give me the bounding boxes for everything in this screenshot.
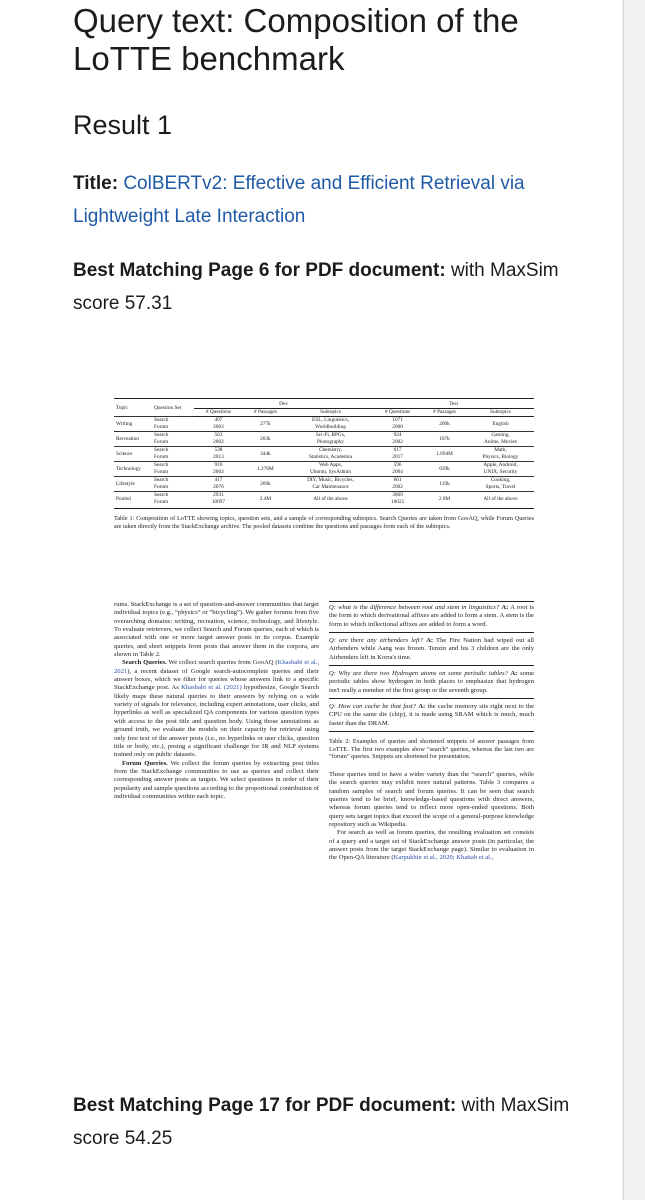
table-cell-test-q: 617 2017 <box>373 447 422 462</box>
table-cell-test-p: 167k <box>422 432 467 447</box>
title-label: Title: <box>73 173 119 194</box>
match2-row <box>73 1089 593 1155</box>
th-topic: Topic <box>114 399 152 417</box>
table-cell-test-sub: English <box>467 417 534 432</box>
table2-caption: Table 2: Examples of queries and shortened snippets of answer passages from LoTTE. The first two examples show “search” queries, whereas the last two are “forum” queries. Snippets are shortened for presentation. <box>329 738 534 761</box>
th-dev: Dev <box>194 399 373 409</box>
right-para-2 <box>329 829 534 862</box>
table-cell-sets: Search Forum <box>152 432 194 447</box>
table-row <box>114 432 534 447</box>
table-cell-test-sub: Math, Physics, Biology <box>467 447 534 462</box>
table-cell-dev-p: 344k <box>243 447 288 462</box>
th-test-passages: # Passages <box>422 409 467 417</box>
table-row <box>114 462 534 477</box>
q1-question: Q: what is the difference between root and stem in linguistics? <box>329 604 500 611</box>
table-row <box>114 447 534 462</box>
left-para-1: rums. StackExchange is a set of question-and-answer communities that target individual topics (e.g., “physics” or “bicycling”). We gather forums from five overarching domains: writing, recreation, science, technology, and lifestyle. To evaluate retrievers, we collect Search and Forum queries, each of which is associated with one or more target answer posts in its corpus. Example queries, and short snippets from posts that answer them in the corpora, are shown in Table 2. <box>114 601 319 659</box>
th-dev-passages: # Passages <box>243 409 288 417</box>
table-cell-dev-p: 1.276M <box>243 462 288 477</box>
q4-a-label: A: <box>418 703 426 711</box>
table-cell-test-q: 924 2002 <box>373 432 422 447</box>
left-para-2a: We collect search queries from GooAQ ( <box>168 659 278 667</box>
query-heading: Query text: Composition of the LoTTE benchmark <box>73 2 519 77</box>
table-cell-dev-sub: Chemistry, Statistics, Academia <box>288 447 373 462</box>
table-cell-dev-sub: Sci-Fi, RPGs, Photography <box>288 432 373 447</box>
table-cell-test-q: 3869 10025 <box>373 492 422 509</box>
left-para-2b: ), a recent dataset of Google search-autocomplete queries and their answer boxes, which we filter for queries whose answers link to a specific StackExchange post. As <box>114 667 319 692</box>
table-row <box>114 477 534 492</box>
table-cell-dev-p: 269k <box>243 477 288 492</box>
right-para-1: These queries tend to have a wider variety than the “search” queries, while the search queries may exhibit more natural patterns. Table 3 compares a random samples of search and forum queries. It can be seen that search queries tend to be brief, knowledge-based questions with direct answers, whereas forum queries tend to reflect more open-ended questions. Both query sets target topics that exceed the scope of a general-purpose knowledge repository such as Wikipedia. <box>329 770 534 828</box>
table-cell-sets: Search Forum <box>152 462 194 477</box>
table-cell-test-p: 119k <box>422 477 467 492</box>
lotte-table <box>114 398 534 509</box>
table-cell-test-p: 639k <box>422 462 467 477</box>
q1-answer: A root is the form to which derivational affixes are added to form a stem. A stem is the form to which inflectional affixes are added to form a word. <box>329 604 534 628</box>
title-row <box>73 167 593 233</box>
table-cell-sets: Search Forum <box>152 417 194 432</box>
table-cell-dev-q: 563 2002 <box>194 432 243 447</box>
table-body <box>114 417 534 509</box>
th-qset: Question Set <box>152 399 194 417</box>
cite-karpukhin[interactable]: Karpukhin et al., 2020; Khattab et al., <box>393 854 494 862</box>
page-divider <box>623 0 624 1200</box>
q2-question: Q: are there any airbenders left? <box>329 637 424 645</box>
match1-row <box>73 254 593 320</box>
match2-score: with MaxSim score 54.25 <box>73 1095 570 1149</box>
table-cell-test-q: 661 2002 <box>373 477 422 492</box>
cite-khashabi-1[interactable]: Khashabi et al., 2021 <box>114 659 319 675</box>
result-heading-wrap <box>73 110 593 141</box>
table-cell-dev-q: 538 2013 <box>194 447 243 462</box>
q4-answer: the cache memory sits right next to the CPU on the same die (chip), it is made using SRAM which is much, much faster than the DRAM. <box>329 703 535 727</box>
match1-label: Best Matching Page 6 for PDF document: <box>73 260 446 281</box>
table-cell-topic: Writing <box>114 417 152 432</box>
example-query-2 <box>329 637 534 666</box>
q3-a-label: A: <box>510 670 518 678</box>
example-query-3 <box>329 670 534 699</box>
table-cell-dev-q: 417 2076 <box>194 477 243 492</box>
table-cell-test-q: 596 2004 <box>373 462 422 477</box>
table-cell-topic: Science <box>114 447 152 462</box>
table-cell-test-sub: Apple, Android, UNIX, Security <box>467 462 534 477</box>
table-cell-dev-p: 2.4M <box>243 492 288 509</box>
q3-answer: some periodic tables show hydrogen in both places to emphasize that hydrogen isn't really a member of the first group or the seventh group. <box>329 670 535 694</box>
th-dev-subtopics: Subtopics <box>288 409 373 417</box>
left-para-3 <box>114 760 319 802</box>
table-cell-topic: Pooled <box>114 492 152 509</box>
table-cell-topic: Technology <box>114 462 152 477</box>
table-cell-sets: Search Forum <box>152 492 194 509</box>
table-cell-dev-sub: All of the above <box>288 492 373 509</box>
left-column <box>114 601 319 801</box>
table-cell-topic: Lifestyle <box>114 477 152 492</box>
table-cell-dev-q: 497 2003 <box>194 417 243 432</box>
left-para-2c: hypothesize, Google Search likely maps these natural queries to their answers by relying on a wide variety of signals for relevance, including expert annotations, user clicks, and hyperlinks as well as specialized QA components for various question types with access to the post title and question body. Using those annotations as ground truth, we evaluate the models on their capacity for retrieval using only free text of the answer posts (i.e., no hyperlinks or user clicks, question title or body, etc.), posing a significant challenge for IR and NLP systems trained only on public datasets. <box>114 684 319 759</box>
example-query-1 <box>329 601 534 633</box>
forum-queries-heading: Forum Queries. <box>122 759 168 767</box>
table-cell-test-p: 200k <box>422 417 467 432</box>
table-cell-test-p: 1.694M <box>422 447 467 462</box>
table-cell-dev-sub: DIY, Music, Bicycles, Car Maintenance <box>288 477 373 492</box>
th-test-questions: # Questions <box>373 409 422 417</box>
q2-answer: The Fire Nation had wiped out all Airbenders while Aang was frozen. Tenzin and his 3 children are the only Airbenders left in Korra's time. <box>329 637 534 661</box>
q2-a-label: A: <box>426 637 434 645</box>
table-cell-dev-sub: Web Apps, Ubuntu, SysAdmin <box>288 462 373 477</box>
match1-score: with MaxSim score 57.31 <box>73 260 559 314</box>
cite-khashabi-2[interactable]: Khashabi et al. (2021) <box>181 684 242 692</box>
query-heading-wrap <box>73 2 593 78</box>
table-cell-dev-p: 277k <box>243 417 288 432</box>
table-cell-test-sub: Cooking, Sports, Travel <box>467 477 534 492</box>
example-query-4 <box>329 703 534 732</box>
table1-caption: Table 1: Composition of LoTTE showing topics, question sets, and a sample of corresponding subtopics. Search Queries are taken from GooAQ, while Forum Queries are taken directly from the StackExchange archive. The pooled datasets combine the questions and passages from each of the subtopics. <box>114 515 534 530</box>
left-para-3-text: We collect the forum queries by extracting post titles from the StackExchange communities to use as queries and collect their corresponding answer posts as targets. We select questions in order of their popularity and sample questions according to the proportional contribution of individual communities within each topic. <box>114 759 319 800</box>
result-heading: Result 1 <box>73 110 173 140</box>
pdf-page-image <box>114 398 534 1088</box>
table-cell-sets: Search Forum <box>152 477 194 492</box>
th-test-subtopics: Subtopics <box>467 409 534 417</box>
table-cell-test-q: 1071 2000 <box>373 417 422 432</box>
match2-label: Best Matching Page 17 for PDF document: <box>73 1095 457 1116</box>
paper-title-link[interactable]: ColBERTv2: Effective and Efficient Retrieval via Lightweight Late Interaction <box>73 173 525 227</box>
table-cell-test-sub: All of the above <box>467 492 534 509</box>
table-row <box>114 492 534 509</box>
table-cell-dev-q: 916 2003 <box>194 462 243 477</box>
right-column <box>329 601 534 863</box>
table-cell-test-sub: Gaming, Anime, Movies <box>467 432 534 447</box>
table-cell-test-p: 2.8M <box>422 492 467 509</box>
table-cell-dev-p: 263k <box>243 432 288 447</box>
q4-question: Q: How can cache be that fast? <box>329 703 417 711</box>
right-para-2a: For search as well as forum queries, the resulting evaluation set consists of a query and a target set of StackExchange answer posts (in particular, the answer posts from the target StackExchange page). Similar to evaluation in the Open-QA literature ( <box>329 829 534 862</box>
left-para-2 <box>114 659 319 759</box>
th-test: Test <box>373 399 534 409</box>
table-cell-topic: Recreation <box>114 432 152 447</box>
table-cell-dev-q: 2931 10097 <box>194 492 243 509</box>
th-dev-questions: # Questions <box>194 409 243 417</box>
table-cell-dev-sub: ESL, Linguistics, Worldbuilding <box>288 417 373 432</box>
table-row <box>114 417 534 432</box>
search-queries-heading: Search Queries. <box>122 659 167 667</box>
table-cell-sets: Search Forum <box>152 447 194 462</box>
q3-question: Q: Why are there two Hydrogen atoms on some periodic tables? <box>329 670 508 678</box>
q1-a-label: A: <box>501 604 509 611</box>
